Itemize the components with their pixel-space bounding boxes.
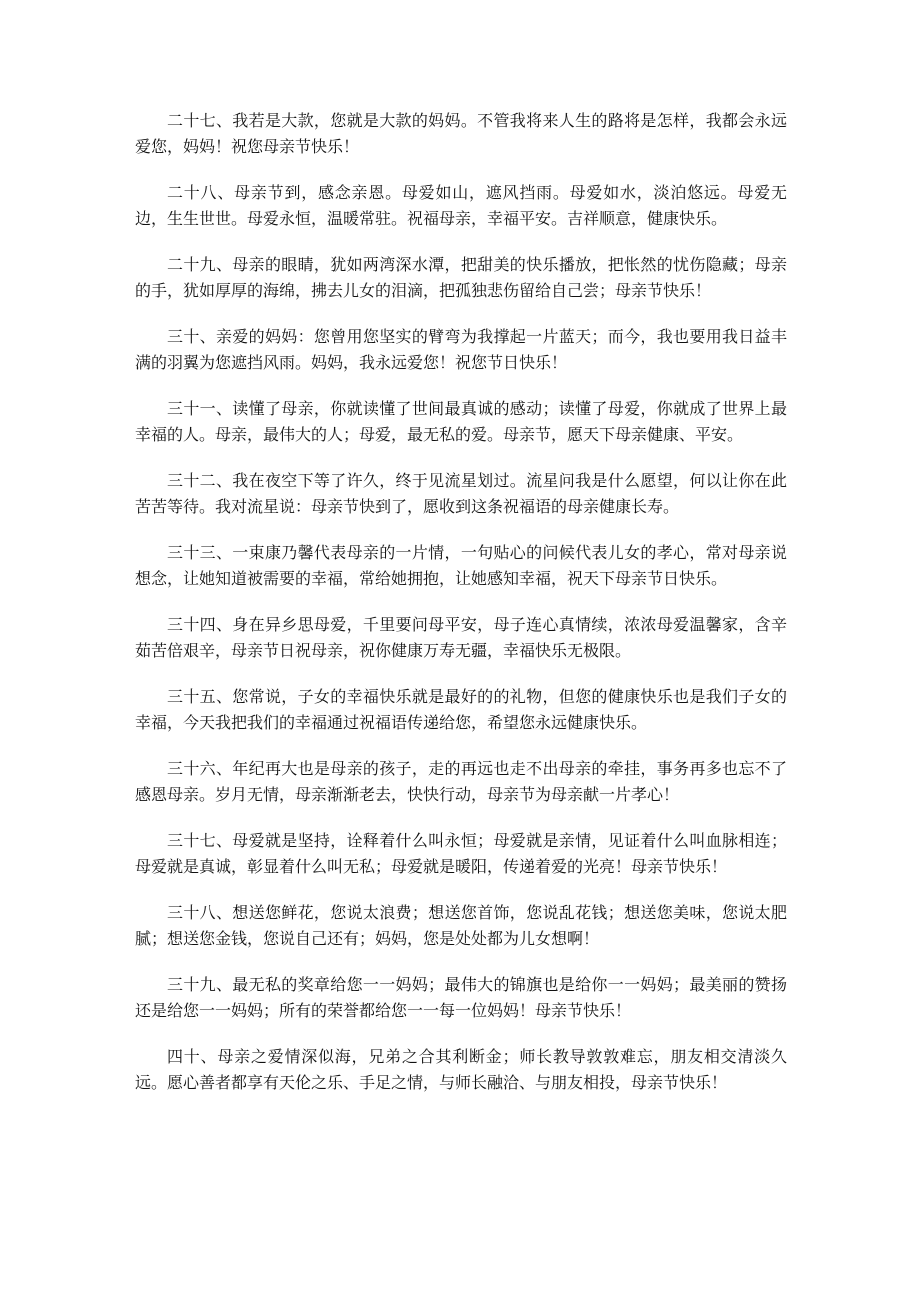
paragraph-31: 三十一、读懂了母亲，你就读懂了世间最真诚的感动；读懂了母爱，你就成了世界上最幸福的人。母亲，最伟大的人；母爱，最无私的爱。母亲节，愿天下母亲健康、平安。 [135, 399, 787, 444]
paragraph-38: 三十八、想送您鲜花，您说太浪费；想送您首饰，您说乱花钱；想送您美味，您说太肥腻；想送您金钱，您说自己还有；妈妈，您是处处都为儿女想啊！ [135, 903, 787, 948]
paragraph-35: 三十五、您常说，子女的幸福快乐就是最好的的礼物，但您的健康快乐也是我们子女的幸福，今天我把我们的幸福通过祝福语传递给您，希望您永远健康快乐。 [135, 687, 787, 732]
paragraph-37: 三十七、母爱就是坚持，诠释着什么叫永恒；母爱就是亲情，见证着什么叫血脉相连；母爱就是真诚，彰显着什么叫无私；母爱就是暖阳，传递着爱的光亮！母亲节快乐！ [135, 831, 787, 876]
paragraph-34: 三十四、身在异乡思母爱，千里要问母平安，母子连心真情续，浓浓母爱温馨家，含辛茹苦倍艰辛，母亲节日祝母亲，祝你健康万寿无疆，幸福快乐无极限。 [135, 615, 787, 660]
paragraph-32: 三十二、我在夜空下等了许久，终于见流星划过。流星问我是什么愿望，何以让你在此苦苦等待。我对流星说：母亲节快到了，愿收到这条祝福语的母亲健康长寿。 [135, 471, 787, 516]
paragraph-30: 三十、亲爱的妈妈：您曾用您坚实的臂弯为我撑起一片蓝天；而今，我也要用我日益丰满的羽翼为您遮挡风雨。妈妈，我永远爱您！祝您节日快乐！ [135, 327, 787, 372]
paragraph-39: 三十九、最无私的奖章给您一一妈妈；最伟大的锦旗也是给你一一妈妈；最美丽的赞扬还是给您一一妈妈；所有的荣誉都给您一一每一位妈妈！母亲节快乐！ [135, 975, 787, 1020]
paragraph-29: 二十九、母亲的眼睛，犹如两湾深水潭，把甜美的快乐播放，把怅然的忧伤隐藏；母亲的手，犹如厚厚的海绵，拂去儿女的泪滴，把孤独悲伤留给自己尝；母亲节快乐！ [135, 255, 787, 300]
paragraph-28: 二十八、母亲节到，感念亲恩。母爱如山，遮风挡雨。母爱如水，淡泊悠远。母爱无边，生生世世。母爱永恒，温暖常驻。祝福母亲，幸福平安。吉祥顺意，健康快乐。 [135, 183, 787, 228]
document-body [135, 108, 787, 1116]
paragraph-33: 三十三、一束康乃馨代表母亲的一片情，一句贴心的问候代表儿女的孝心，常对母亲说想念，让她知道被需要的幸福，常给她拥抱，让她感知幸福，祝天下母亲节日快乐。 [135, 543, 787, 588]
paragraph-36: 三十六、年纪再大也是母亲的孩子，走的再远也走不出母亲的牵挂，事务再多也忘不了感恩母亲。岁月无情，母亲渐渐老去，快快行动，母亲节为母亲献一片孝心！ [135, 759, 787, 804]
paragraph-40: 四十、母亲之爱情深似海，兄弟之合其利断金；师长教导敦敦难忘，朋友相交清淡久远。愿心善者都享有天伦之乐、手足之情，与师长融洽、与朋友相投，母亲节快乐！ [135, 1047, 787, 1092]
paragraph-27: 二十七、我若是大款，您就是大款的妈妈。不管我将来人生的路将是怎样，我都会永远爱您，妈妈！祝您母亲节快乐！ [135, 111, 787, 156]
